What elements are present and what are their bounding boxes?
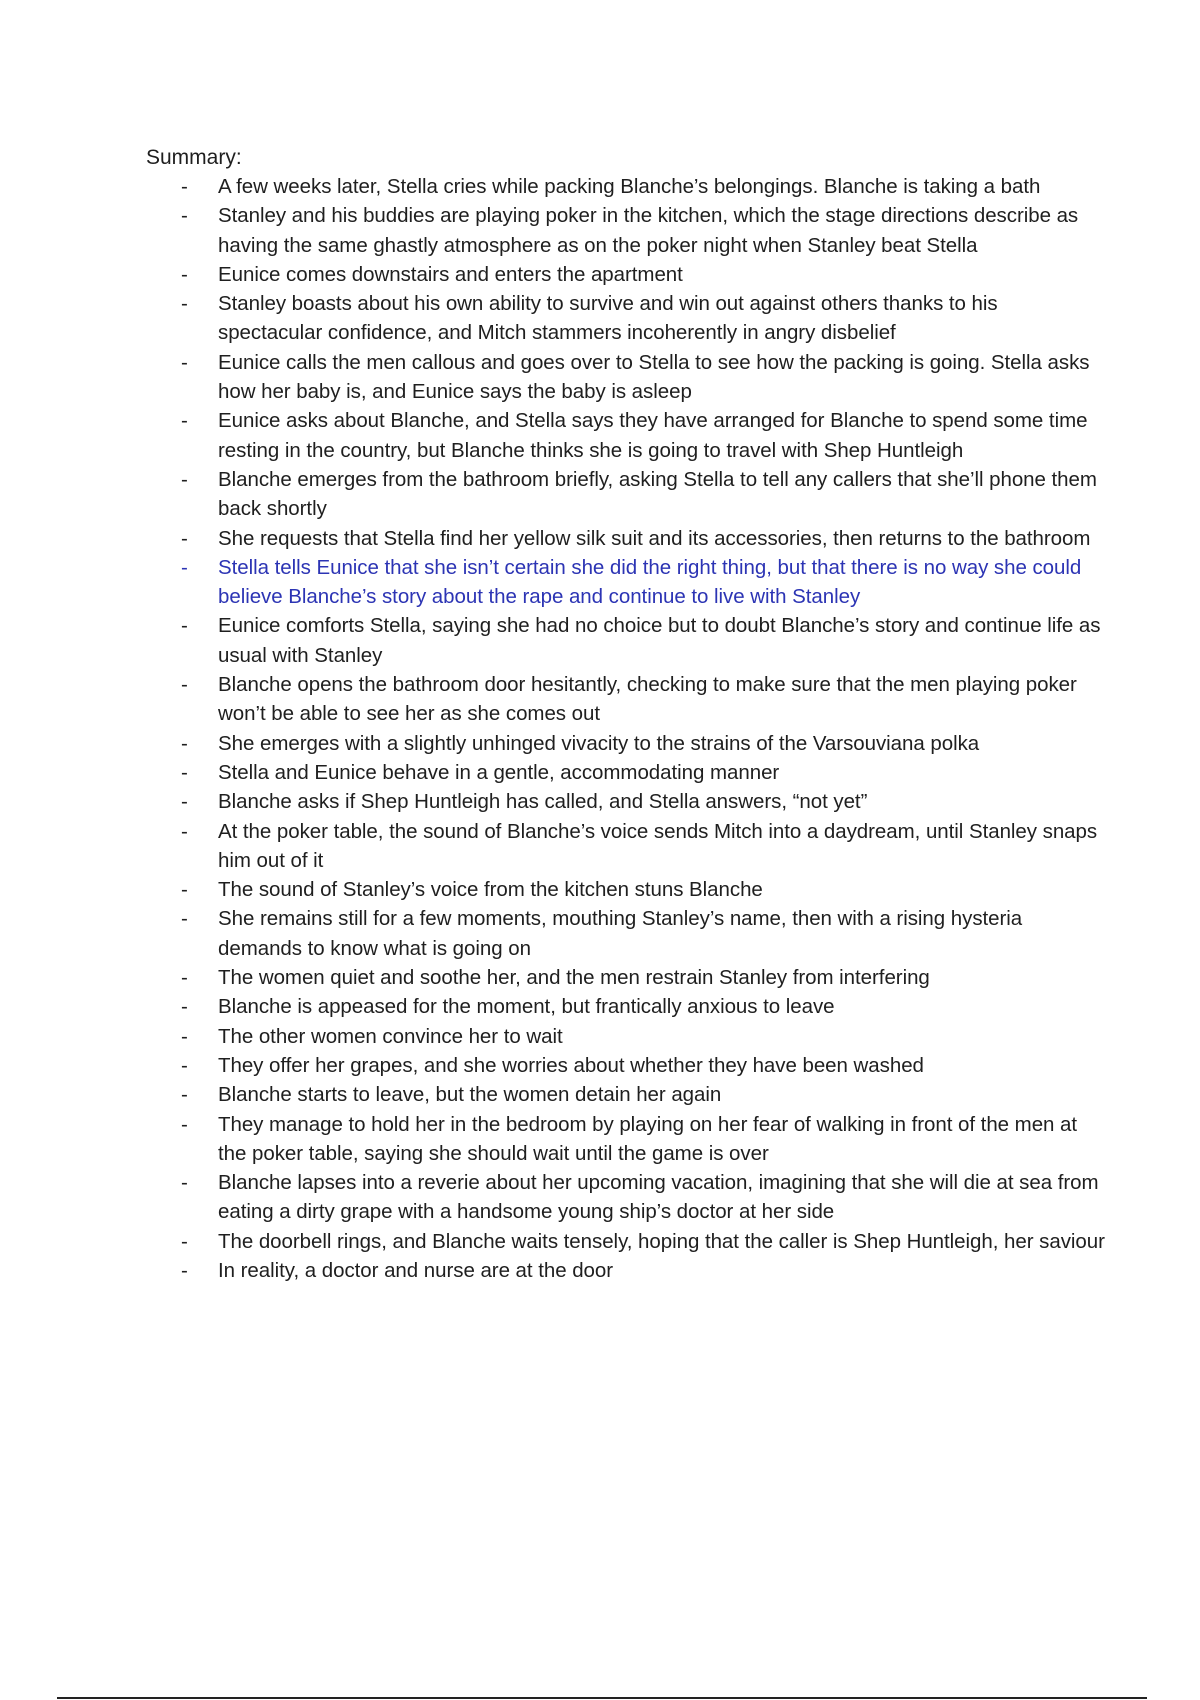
list-item: [146, 1110, 1106, 1169]
list-item-text: She emerges with a slightly unhinged vivacity to the strains of the Varsouviana polka: [218, 731, 980, 755]
bullet-dash: -: [181, 1024, 188, 1048]
list-item: [146, 172, 1106, 201]
summary-list: [146, 172, 1106, 1285]
list-item-text: Eunice comes downstairs and enters the apartment: [218, 262, 683, 286]
bottom-rule-divider: [57, 1697, 1147, 1699]
bullet-dash: -: [181, 673, 188, 697]
list-item-text: Eunice comforts Stella, saying she had no choice but to doubt Blanche’s story and continue life as usual with Stanley: [218, 614, 1101, 667]
list-item: [146, 963, 1106, 992]
list-item-text: Stanley boasts about his own ability to survive and win out against others thanks to his spectacular confidence, and Mitch stammers incoherently in angry disbelief: [218, 292, 998, 345]
list-item-highlighted: [146, 553, 1106, 612]
list-item-text: Eunice calls the men callous and goes over to Stella to see how the packing is going. Stella asks how her baby is, and Eunice says the baby is asleep: [218, 350, 1090, 404]
list-item: [146, 875, 1106, 904]
list-item-text: In reality, a doctor and nurse are at the door: [218, 1258, 614, 1282]
bullet-dash: -: [181, 292, 188, 316]
list-item-text: Stella tells Eunice that she isn’t certain she did the right thing, but that there is no way she could believe Blanche’s story about the rape and continue to live with Stanley: [218, 555, 1082, 609]
bullet-dash: -: [181, 1083, 188, 1107]
list-item: [146, 1051, 1106, 1080]
list-item-text: Eunice asks about Blanche, and Stella says they have arranged for Blanche to spend some time resting in the country, but Blanche thinks she is going to travel with Shep Huntleigh: [218, 409, 1088, 462]
list-item-text: She remains still for a few moments, mouthing Stanley’s name, then with a rising hysteria demands to know what is going on: [218, 907, 1023, 960]
list-item-text: Blanche opens the bathroom door hesitantly, checking to make sure that the men playing poker won’t be able to see her as she comes out: [218, 673, 1077, 726]
list-item: [146, 817, 1106, 876]
list-item-text: She requests that Stella find her yellow silk suit and its accessories, then returns to the bathroom: [218, 526, 1091, 550]
list-item: [146, 1227, 1106, 1256]
bullet-dash: -: [181, 526, 188, 550]
bullet-dash: -: [181, 467, 188, 491]
list-item: [146, 1256, 1106, 1285]
list-item: [146, 729, 1106, 758]
list-item-text: The other women convince her to wait: [218, 1024, 563, 1048]
list-item-text: A few weeks later, Stella cries while packing Blanche’s belongings. Blanche is taking a bath: [218, 175, 1041, 198]
list-item: [146, 201, 1106, 260]
bullet-dash: -: [181, 907, 188, 931]
list-item-text: Stella and Eunice behave in a gentle, accommodating manner: [218, 760, 780, 784]
bullet-dash: -: [181, 204, 188, 228]
list-item: [146, 904, 1106, 963]
bullet-dash: -: [181, 1258, 188, 1282]
bullet-dash: -: [181, 1229, 188, 1253]
list-item-text: The women quiet and soothe her, and the men restrain Stanley from interfering: [218, 966, 930, 990]
bullet-dash: -: [181, 175, 188, 198]
list-item: [146, 289, 1106, 348]
bullet-dash: -: [181, 614, 188, 638]
list-item: [146, 1168, 1106, 1227]
list-item-text: Blanche starts to leave, but the women detain her again: [218, 1083, 722, 1107]
list-item-text: The doorbell rings, and Blanche waits tensely, hoping that the caller is Shep Huntleigh, her saviour: [218, 1229, 1105, 1253]
list-item-text: Stanley and his buddies are playing poker in the kitchen, which the stage directions describe as having the same ghastly atmosphere as on the poker night when Stanley beat Stella: [218, 204, 1079, 257]
list-item: [146, 787, 1106, 816]
bullet-dash: -: [181, 262, 188, 286]
list-item-text: At the poker table, the sound of Blanche’s voice sends Mitch into a daydream, until Stanley snaps him out of it: [218, 819, 1098, 872]
list-item-text: Blanche is appeased for the moment, but frantically anxious to leave: [218, 995, 835, 1019]
list-item: [146, 611, 1106, 670]
list-item: [146, 524, 1106, 553]
bullet-dash: -: [181, 555, 188, 579]
summary-heading: Summary:: [146, 146, 242, 169]
list-item-text: Blanche emerges from the bathroom briefly, asking Stella to tell any callers that she’ll phone them back shortly: [218, 467, 1097, 521]
list-item: [146, 406, 1106, 465]
bullet-dash: -: [181, 1171, 188, 1195]
list-item: [146, 758, 1106, 787]
list-item: [146, 1022, 1106, 1051]
list-item-text: Blanche asks if Shep Huntleigh has called, and Stella answers, “not yet”: [218, 790, 868, 814]
bullet-dash: -: [181, 819, 188, 843]
bullet-dash: -: [181, 995, 188, 1019]
list-item: [146, 992, 1106, 1021]
list-item-text: The sound of Stanley’s voice from the kitchen stuns Blanche: [218, 878, 763, 902]
list-item: [146, 670, 1106, 729]
bullet-dash: -: [181, 1053, 188, 1077]
bullet-dash: -: [181, 409, 188, 433]
bullet-dash: -: [181, 350, 188, 374]
bullet-dash: -: [181, 966, 188, 990]
bullet-dash: -: [181, 878, 188, 902]
list-item: [146, 465, 1106, 524]
bullet-dash: -: [181, 760, 188, 784]
list-item: [146, 260, 1106, 289]
bullet-dash: -: [181, 1112, 188, 1136]
list-item: [146, 348, 1106, 407]
list-item-text: They manage to hold her in the bedroom by playing on her fear of walking in front of the men at the poker table, saying she should wait until the game is over: [218, 1112, 1078, 1165]
list-item-text: Blanche lapses into a reverie about her upcoming vacation, imagining that she will die at sea from eating a dirty grape with a handsome young ship’s doctor at her side: [218, 1171, 1099, 1224]
bullet-dash: -: [181, 790, 188, 814]
list-item-text: They offer her grapes, and she worries about whether they have been washed: [218, 1053, 924, 1077]
bullet-dash: -: [181, 731, 188, 755]
list-item: [146, 1080, 1106, 1109]
